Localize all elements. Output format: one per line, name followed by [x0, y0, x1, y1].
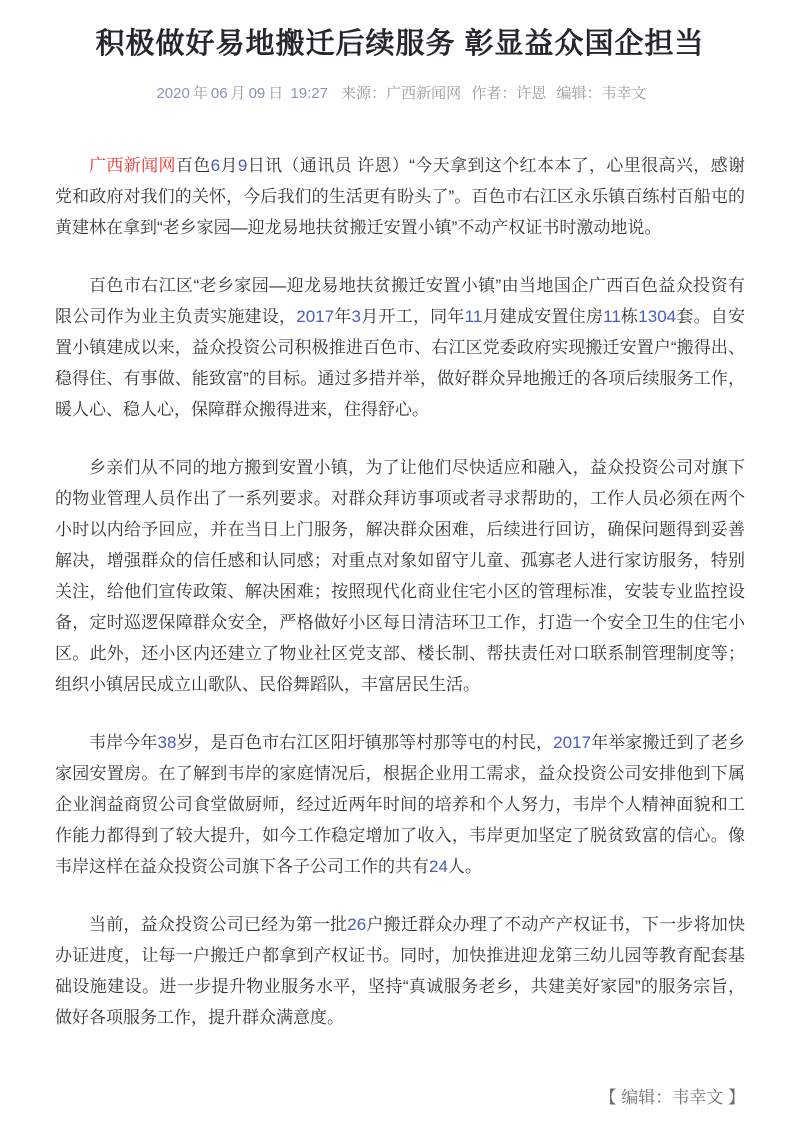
meta-author: 作者：许恩 — [471, 85, 547, 102]
paragraph: 乡亲们从不同的地方搬到安置小镇，为了让他们尽快适应和融入，益众投资公司对旗下的物业管理人员作出了一系列要求。对群众拜访事项或者寻求帮助的，工作人员必须在两个小时以内给予回应，并在当日上门服务，解决群众困难，后续进行回访，确保问题得到妥善解决，增强群众的信任感和认同感；对重点对象如留守儿童、孤寡老人进行家访服务，特别关注，给他们宣传政策、解决困难；按照现代化商业住宅小区的管理标准，安装专业监控设备，定时巡逻保障群众安全，严格做好小区每日清洁环卫工作，打造一个安全卫生的住宅小区。此外，还小区内还建立了物业社区党支部、楼长制、帮扶责任对口联系制管理制度等；组织小镇居民成立山歌队、民俗舞蹈队，丰富居民生活。 — [55, 458, 745, 694]
editor-footer: 【 编辑：韦幸文 】 — [599, 1088, 745, 1107]
paragraph — [55, 150, 745, 243]
article-meta — [55, 84, 745, 104]
article-body — [55, 150, 745, 1033]
paragraph-text: 百色6月9日讯（通讯员 许恩）“今天拿到这个红本本了，心里很高兴，感谢党和政府对我们的关怀，今后我们的生活更有盼头了”。百色市右江区永乐镇百练村百船屯的黄建林在拿到“老乡家园—迎龙易地扶贫搬迁安置小镇”不动产权证书时激动地说。 — [55, 156, 746, 237]
meta-editor: 编辑：韦幸文 — [556, 85, 647, 102]
paragraph: 百色市右江区“老乡家园—迎龙易地扶贫搬迁安置小镇”由当地国企广西百色益众投资有限公司作为业主负责实施建设，2017年3月开工，同年11月建成安置住房11栋1304套。自安置小镇建成以来，益众投资公司积极推进百色市、右江区党委政府实现搬迁安置户“搬得出、稳得住、有事做、能致富”的目标。通过多措并举，做好群众异地搬迁的各项后续服务工作，暖人心、稳人心，保障群众搬得进来，住得舒心。 — [55, 276, 746, 419]
paragraph: 韦岸今年38岁，是百色市右江区阳圩镇那等村那等屯的村民，2017年举家搬迁到了老乡家园安置房。在了解到韦岸的家庭情况后，根据企业用工需求，益众投资公司安排他到下属企业润益商贸公司食堂做厨师，经过近两年时间的培养和个人努力，韦岸个人精神面貌和工作能力都得到了较大提升，如今工作稳定增加了收入，韦岸更加坚定了脱贫致富的信心。像韦岸这样在益众投资公司旗下各子公司工作的共有24人。 — [55, 733, 746, 876]
paragraph: 当前，益众投资公司已经为第一批26户搬迁群众办理了不动产产权证书，下一步将加快办证进度，让每一户搬迁户都拿到产权证书。同时，加快推进迎龙第三幼儿园等教育配套基础设施建设。进一步提升物业服务水平，坚持“真诚服务老乡，共建美好家园”的服务宗旨，做好各项服务工作，提升群众满意度。 — [55, 915, 746, 1027]
source-site-link[interactable]: 广西新闻网 — [89, 156, 176, 175]
meta-source: 来源：广西新闻网 — [341, 85, 462, 102]
publish-datetime: 2020 年 06 月 09 日 19:27 — [156, 85, 328, 102]
article-title: 积极做好易地搬迁后续服务 彰显益众国企担当 — [95, 28, 705, 60]
